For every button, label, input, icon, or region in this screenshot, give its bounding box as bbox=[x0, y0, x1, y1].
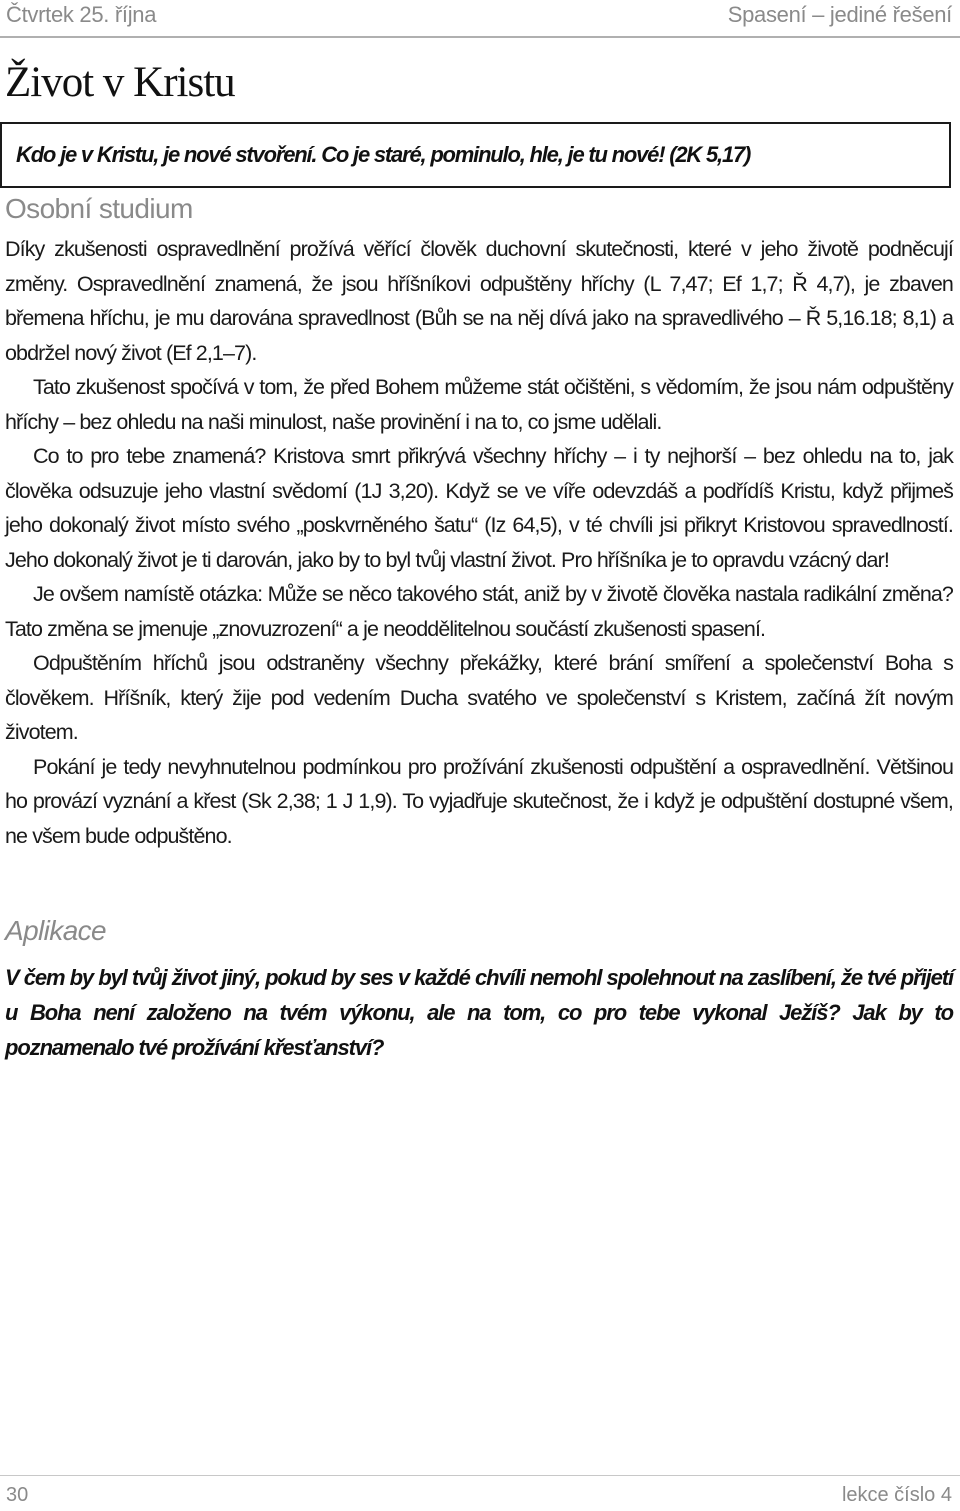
study-paragraph-6: Pokání je tedy nevyhnutelnou podmínkou pro prožívání zkušenosti odpuštění a ospravedlnění. Většinou ho provází vyznání a křest (Sk 2,38; 1 J 1,9). To vyjadřuje skutečnost, že i když je odpuštění dostupné všem, ne všem bude odpuštěno. bbox=[5, 754, 953, 848]
lesson-label: lekce číslo 4 bbox=[841, 1484, 952, 1506]
application-text: V čem by byl tvůj život jiný, pokud by ses v každé chvíli nemohl spolehnout na zaslíbení, že tvé přijetí u Boha není založeno na tvém výkonu, ale na tom, co pro tebe vykonal Ježíš? Jak by to poznamenalo tvé prožívání křesťanství? bbox=[5, 965, 953, 1060]
study-paragraph-4: Je ovšem namístě otázka: Může se něco takového stát, aniž by v životě člověka nastala radikální změna? Tato změna se jmenuje „znovuzrození“ a je neoddělitelnou součástí zkušenosti spasení. bbox=[5, 582, 953, 641]
application-heading: Aplikace bbox=[5, 915, 107, 946]
study-paragraph-2: Tato zkušenost spočívá v tom, že před Bohem můžeme stát očištěni, s vědomím, že jsou nám odpuštěny hříchy – bez ohledu na naši minulost, naše provinění i na to, co jsme udělali. bbox=[5, 375, 953, 434]
key-verse-box bbox=[0, 122, 951, 188]
study-heading: Osobní studium bbox=[5, 193, 193, 224]
header-divider bbox=[0, 36, 960, 38]
header-date: Čtvrtek 25. října bbox=[6, 2, 157, 27]
page-number: 30 bbox=[6, 1484, 29, 1506]
footer-divider bbox=[0, 1475, 960, 1476]
study-body bbox=[5, 232, 953, 853]
header-series-title: Spasení – jediné řešení bbox=[727, 2, 952, 27]
study-paragraph-1: Díky zkušenosti ospravedlnění prožívá věřící člověk duchovní skutečnosti, které v jeho životě podněcují změny. Ospravedlnění znamená, že jsou hříšníkovi odpuštěny hříchy (L 7,47; Ef 1,7; Ř 4,7), je zbaven břemena hříchu, je mu darována spravedlnost (Bůh se na něj dívá jako na spravedlivého – Ř 5,16.18; 8,1) a obdržel nový život (Ef 2,1–7). bbox=[5, 237, 953, 365]
study-paragraph-5: Odpuštěním hříchů jsou odstraněny všechny překážky, které brání smíření a společenství Boha s člověkem. Hříšník, který žije pod vedením Ducha svatého ve společenství s Kristem, začíná žít novým životem. bbox=[5, 651, 953, 744]
study-paragraph-3: Co to pro tebe znamená? Kristova smrt přikrývá všechny hříchy – i ty nejhorší – bez ohledu na to, jak člověka odsuzuje jeho vlastní svědomí (1J 3,20). Když se ve víře odevzdáš a podřídíš Kristu, když přijmeš jeho dokonalý život místo svého „poskvrněného šatu“ (Iz 64,5), v té chvíli jsi přikryt Kristovou spravedlností. Jeho dokonalý život je ti darován, jako by to byl tvůj vlastní život. Pro hříšníka je to opravdu vzácný dar! bbox=[5, 444, 953, 572]
page-title: Život v Kristu bbox=[5, 59, 235, 106]
key-verse-text: Kdo je v Kristu, je nové stvoření. Co je staré, pominulo, hle, je tu nové! (2K 5,17) bbox=[16, 142, 751, 167]
